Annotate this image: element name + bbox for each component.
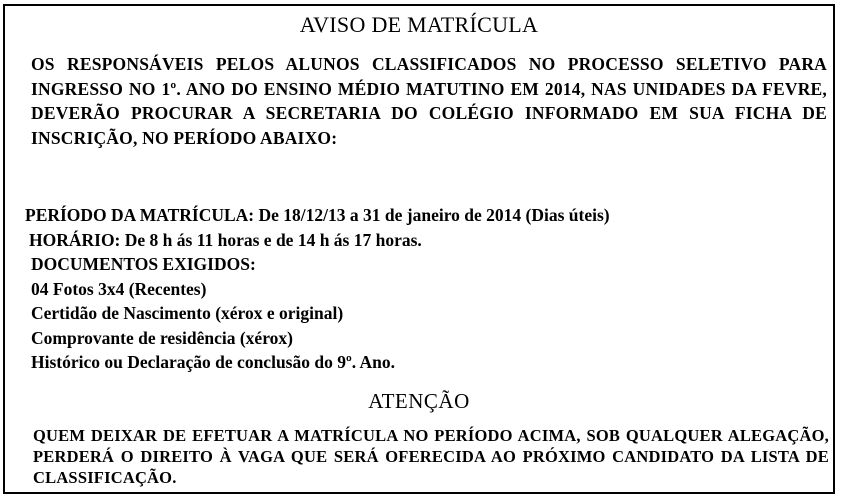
document-item: 04 Fotos 3x4 (Recentes) xyxy=(31,278,207,299)
enrollment-details xyxy=(25,203,815,375)
enrollment-period: PERÍODO DA MATRÍCULA: De 18/12/13 a 31 de janeiro de 2014 (Dias úteis) xyxy=(25,205,610,225)
intro-paragraph: OS RESPONSÁVEIS PELOS ALUNOS CLASSIFICADOS NO PROCESSO SELETIVO PARA INGRESSO NO 1º. ANO DO ENSINO MÉDIO MATUTINO EM 2014, NAS UNIDADES DA FEVRE, DEVERÃO PROCURAR A SECRETARIA DO COLÉGIO INFORMADO EM SUA FICHA DE INSCRIÇÃO, NO PERÍODO ABAIXO: xyxy=(31,54,827,148)
office-hours: HORÁRIO: De 8 h ás 11 horas e de 14 h ás 17 horas. xyxy=(29,229,422,250)
documents-heading: DOCUMENTOS EXIGIDOS: xyxy=(31,254,256,274)
document-item: Comprovante de residência (xérox) xyxy=(31,327,293,348)
notice-title: AVISO DE MATRÍCULA xyxy=(299,12,539,37)
enrollment-notice-box xyxy=(3,4,835,494)
warning-paragraph: QUEM DEIXAR DE EFETUAR A MATRÍCULA NO PERÍODO ACIMA, SOB QUALQUER ALEGAÇÃO, PERDERÁ O DIREITO À VAGA QUE SERÁ OFERECIDA AO PRÓXIMO CANDIDATO DA LISTA DE CLASSIFICAÇÃO. xyxy=(33,426,829,487)
attention-heading: ATENÇÃO xyxy=(368,389,470,413)
document-item: Histórico ou Declaração de conclusão do 9º. Ano. xyxy=(31,352,396,372)
document-item: Certidão de Nascimento (xérox e original) xyxy=(31,303,344,323)
